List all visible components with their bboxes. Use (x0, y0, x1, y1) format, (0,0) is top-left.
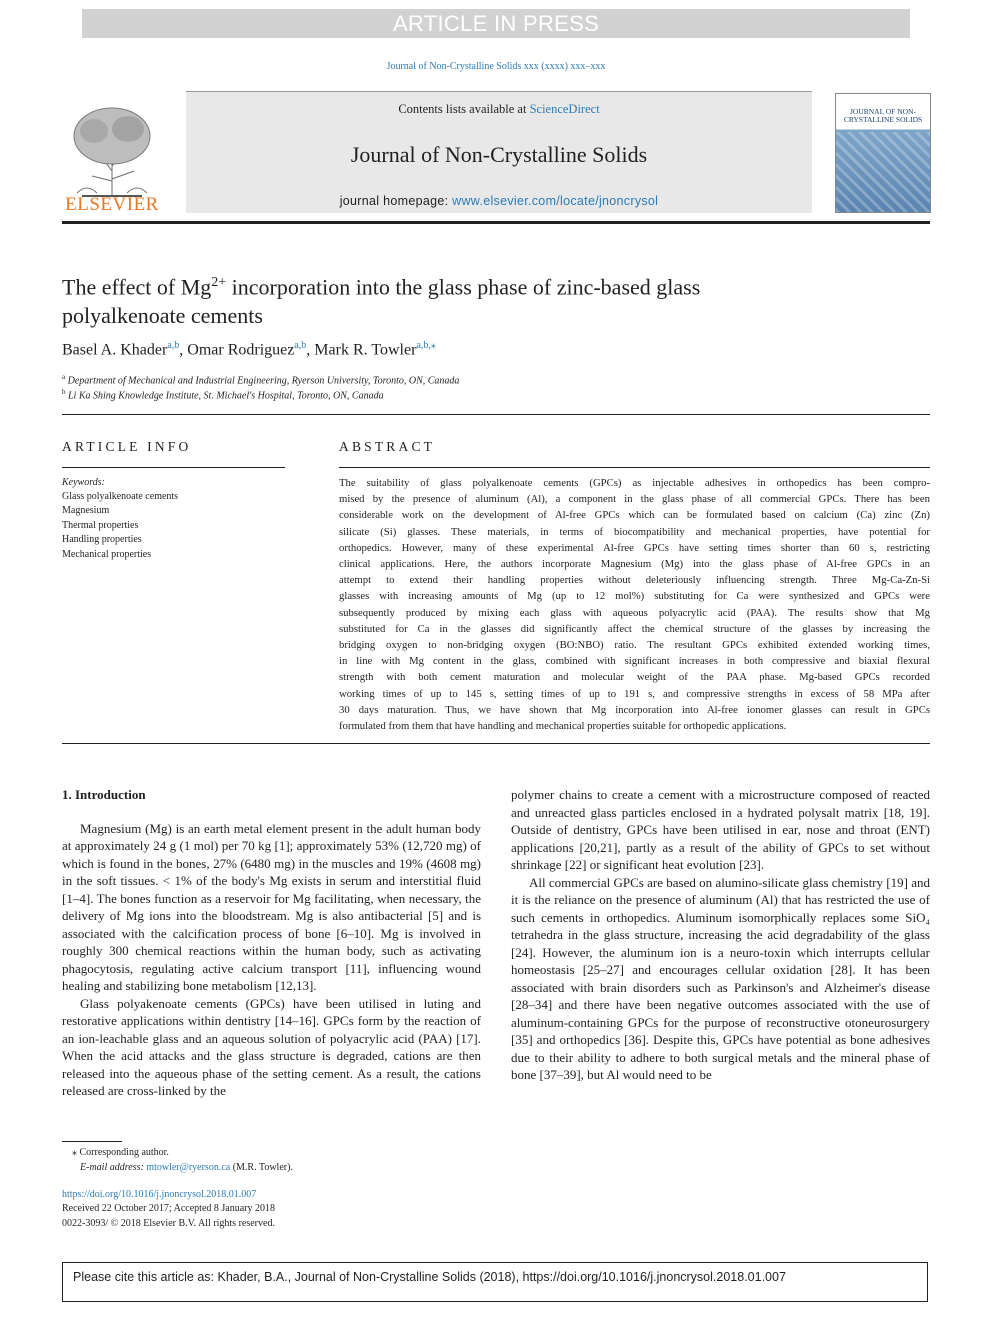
article-in-press-banner: ARTICLE IN PRESS (82, 9, 910, 38)
affiliation-text: Department of Mechanical and Industrial Engineering, Ryerson University, Toronto, ON, Canada (67, 375, 460, 387)
author-affil-sup[interactable]: a,b (294, 340, 307, 351)
body-paragraph: Magnesium (Mg) is an earth metal element present in the adult human body at approximately 24 g (1 mol) per 70 kg [1]; approximately 53% (12,720 mg) of which is found in the bones, 27% (6480 mg) in the muscles and 19% (4608 mg) in the soft tissues. < 1% of the body's Mg exists in serum and interstitial fluid [1–4]. The bones function as a reservoir for Mg facilitating, when necessary, the delivery of Mg ions into the bloodstream. Mg is also antibacterial [5] and is associated with the calcification process of bone [6–10]. Mg is involved in roughly 300 chemical reactions within the human body, such as activating phagocytosis, regulating active calcium transport [11], influencing wound healing and stabilizing bone metabolism [12,13]. (62, 820, 481, 993)
header-rule (62, 414, 930, 415)
body-column-left (62, 786, 481, 1100)
abstract-line: silicate (Si) glasses. These materials, in terms of biocompatibility and mechanical properties, have potential for (339, 525, 930, 538)
keywords-label: Keywords: (62, 477, 105, 488)
homepage-link[interactable]: www.elsevier.com/locate/jnoncrysol (452, 194, 659, 208)
article-info-heading: ARTICLE INFO (62, 439, 192, 454)
section-heading-introduction: 1. Introduction (62, 787, 146, 802)
body-column-right (511, 786, 930, 1084)
footnote-rule (62, 1141, 122, 1142)
affiliation (62, 373, 459, 386)
affiliation-sup: a (62, 373, 66, 381)
affiliation-text: Li Ka Shing Knowledge Institute, St. Michael's Hospital, Toronto, ON, Canada (68, 390, 384, 402)
body-paragraph: All commercial GPCs are based on alumino-silicate glass chemistry [19] and it is the reliance on the presence of aluminum (Al) that has restricted the use of such cements in orthopedics. Aluminum isomorphically replaces some SiO₄ tetrahedra in the glass structure, increasing the acid degradability of the glass [24]. However, the aluminum ion is a neuro-toxin which interrupts cellular homeostasis [25–27] and encourages cellular oxidation [28]. It has been associated with brain disorders such as Parkinson's and Alzheimer's disease [28–34] and there have been negative outcomes associated with the use of aluminum-containing GPCs for the purpose of reconstructive otoneurosurgery [35] and orthopedics [36]. Despite this, GPCs have potential as bone adhesives due to their ability to adhere to both surgical metals and the mineral phase of bone [37–39], but Al would need to be (511, 874, 930, 1082)
keyword-item: Mechanical properties (62, 548, 152, 560)
journal-name: Journal of Non-Crystalline Solids (350, 142, 648, 167)
title-line2: polyalkenoate cements (62, 303, 263, 329)
title-part1: The effect of Mg (62, 274, 212, 300)
homepage-prefix: journal homepage: (339, 194, 453, 208)
keyword-item: Glass polyalkenoate cements (62, 491, 179, 502)
email-suffix: (M.R. Towler). (230, 1162, 293, 1173)
abstract-line: in line with Mg content in the glass, combined with significant increases in both compressive and biaxial flexural (339, 655, 930, 668)
abstract-line: glasses with increasing amounts of Mg (up to 12 mol%) substituting for Ca were synthesized and GPCs were (339, 590, 930, 603)
contents-prefix: Contents lists available at (398, 102, 530, 116)
author-list: Basel A. Khader$^{a,b}$, Omar Rodriguez$^{a,b}$, Mark R. Towler$^{a,b,⁎}$ (62, 340, 436, 359)
author-name[interactable]: Omar Rodriguez (187, 341, 295, 359)
corresponding-author-note: ⁎ Corresponding author. (72, 1147, 169, 1158)
masthead (62, 91, 930, 222)
doi-link[interactable]: https://doi.org/10.1016/j.jnoncrysol.2018.01.007 (62, 1189, 257, 1200)
abstract-line: mised by the presence of aluminum (Al), a component in the glass phase of all commercial GPCs. There has been (339, 493, 930, 506)
abstract-line: The suitability of glass polyalkenoate cements (GPCs) as injectable adhesives in orthopedics has been compro- (339, 477, 930, 489)
title-part2: incorporation into the glass phase of zinc-based glass (226, 274, 701, 300)
affiliation-sup: b (62, 388, 66, 396)
author-affil-sup[interactable]: a,b (167, 340, 180, 351)
abstract-line: bridging oxygen to non-bridging oxygen (BO:NBO) ratio. The resultant GPCs exhibited extended working times, (339, 639, 930, 652)
abstract-bottom-rule (62, 743, 930, 744)
keywords-list (62, 490, 178, 562)
abstract-line: strength with both cement maturation and molecular weight of the PAA phase. Mg-based GPCs recorded (339, 671, 930, 684)
abstract-line: working times of up to 145 s, setting times of up to 191 s, and compressive strengths in excess of 58 MPa after (339, 687, 930, 700)
sciencedirect-link[interactable]: ScienceDirect (529, 102, 600, 116)
abstract-body (339, 475, 930, 718)
journal-cover-image (835, 93, 931, 213)
body-paragraph: polymer chains to create a cement with a microstructure composed of reacted and unreacted glass particles enclosed in a hydrated polysalt matrix [18, 19]. Outside of dentistry, GPCs have been utilised in ear, nose and throat (ENT) applications [20,21], partly as a result of the ability of GPCs to set without shrinkage [22] or significant heat evolution [23]. (511, 787, 930, 872)
email-label: E-mail address: (80, 1162, 147, 1173)
abstract-last-line: formulated from them that have handling and mechanical properties suitable for orthopedic applications. (339, 720, 787, 732)
journal-reference-link[interactable]: Journal of Non-Crystalline Solids xxx (xxxx) xxx–xxx (386, 61, 606, 72)
journal-homepage-line (186, 194, 812, 208)
article-info-rule (62, 467, 285, 468)
contents-available-line (186, 102, 812, 117)
citation-box: Please cite this article as: Khader, B.A., Journal of Non-Crystalline Solids (2018), https://doi.org/10.1016/j.jnoncrysol.2018.01.007 (62, 1262, 928, 1302)
affiliation (62, 388, 384, 401)
keyword-item: Handling properties (62, 534, 142, 546)
author-name[interactable]: Basel A. Khader (62, 341, 168, 359)
abstract-line: attempt to extend their handling properties without deleteriously influencing strength. Three Mg-Ca-Zn-Si (339, 574, 930, 587)
abstract-line: 30 days maturation. Thus, we have shown that Mg incorporation into Al-free ionomer glasses can result in GPCs (339, 703, 930, 716)
abstract-rule (339, 467, 930, 468)
body-paragraph: Glass polyakenoate cements (GPCs) have been utilised in luting and restorative applications within dentistry [14–16]. GPCs form by the reaction of an ion-leachable glass and an aqueous solution of polyacrylic acid (PAA) [17]. When the acid attacks and the glass structure is degraded, cations are then released into the aqueous phase of the setting cement. As a result, the cations released are cross-linked by the (62, 995, 481, 1098)
abstract-line: substituted for Ca in the glasses did significantly affect the chemical structure of the glasses by increasing the (339, 622, 930, 635)
title-superscript: 2+ (211, 275, 227, 290)
abstract-heading: ABSTRACT (339, 439, 436, 454)
masthead-center-panel (186, 91, 812, 213)
received-dates: Received 22 October 2017; Accepted 8 January 2018 (62, 1203, 275, 1214)
masthead-rule (62, 221, 930, 224)
abstract-line: orthopedics. However, many of these experimental Al-free GPCs have setting times shorter than 60 s, restricting (339, 541, 930, 554)
author-name[interactable]: Mark R. Towler (314, 341, 417, 359)
cover-title: JOURNAL OF NON-CRYSTALLINE SOLIDS (843, 107, 923, 124)
abstract-line: subsequently produced by mixing each glass with aqueous polyacrylic acid (PAA). The results show that Mg (339, 606, 930, 619)
author-affil-sup[interactable]: a,b,⁎ (416, 340, 436, 351)
article-title (62, 268, 922, 330)
abstract-line: clinical applications. Here, the authors incorporate Magnesium (Mg) into the glass phase of Al-free GPCs in an (339, 558, 930, 571)
email-link[interactable]: mtowler@ryerson.ca (146, 1162, 231, 1173)
elsevier-wordmark: ELSEVIER (65, 194, 159, 215)
abstract-line: considerable work on the development of Al-free GPCs which can be formulated based on calcium (Ca) zinc (Zn) (339, 509, 930, 522)
copyright-line: 0022-3093/ © 2018 Elsevier B.V. All rights reserved. (62, 1218, 275, 1229)
cover-pattern (836, 132, 930, 212)
keyword-item: Magnesium (62, 505, 110, 517)
keyword-item: Thermal properties (62, 519, 139, 531)
email-note (80, 1162, 293, 1173)
